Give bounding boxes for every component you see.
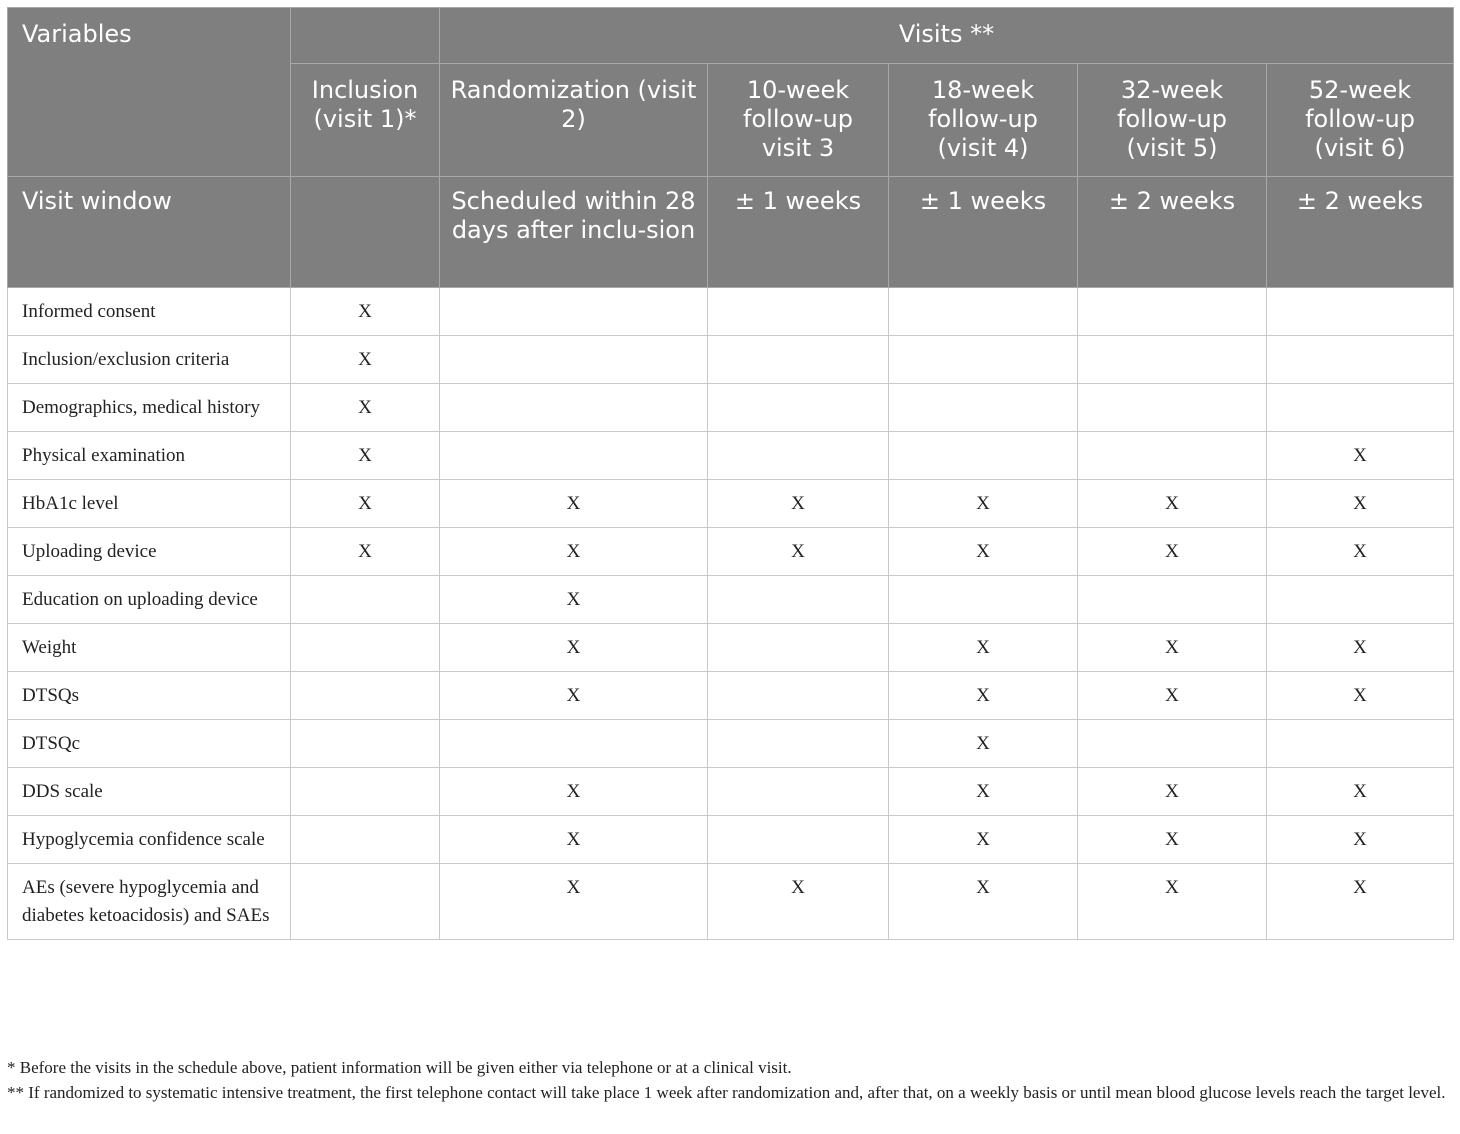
schedule-cell: X [440, 528, 708, 576]
table-row [8, 720, 1454, 768]
schedule-cell: X [1267, 816, 1454, 864]
schedule-cell: X [1267, 864, 1454, 940]
table-row [8, 576, 1454, 624]
row-label: Physical examination [8, 432, 291, 480]
schedule-cell [1078, 576, 1267, 624]
table-header [8, 8, 1454, 288]
schedule-cell [1267, 720, 1454, 768]
schedule-cell [708, 816, 889, 864]
schedule-cell: X [889, 768, 1078, 816]
visit-window-4: ± 1 weeks [889, 177, 1078, 288]
table-row [8, 624, 1454, 672]
schedule-cell [708, 336, 889, 384]
schedule-cell: X [889, 480, 1078, 528]
schedule-cell: X [440, 864, 708, 940]
schedule-cell: X [889, 672, 1078, 720]
header-visit-1: Inclusion (visit 1)* [291, 64, 440, 177]
schedule-cell [708, 288, 889, 336]
schedule-cell: X [291, 336, 440, 384]
schedule-cell [291, 816, 440, 864]
row-label: Weight [8, 624, 291, 672]
schedule-cell [889, 288, 1078, 336]
row-label: Inclusion/exclusion criteria [8, 336, 291, 384]
schedule-cell [291, 864, 440, 940]
schedule-cell: X [440, 816, 708, 864]
schedule-cell [440, 384, 708, 432]
header-visit-2: Randomization (visit 2) [440, 64, 708, 177]
visit-window-5: ± 2 weeks [1078, 177, 1267, 288]
schedule-cell: X [1078, 816, 1267, 864]
schedule-cell: X [708, 528, 889, 576]
row-label: HbA1c level [8, 480, 291, 528]
schedule-cell [889, 576, 1078, 624]
table-row [8, 816, 1454, 864]
header-visit-window: Visit window [8, 177, 291, 288]
visit-window-3: ± 1 weeks [708, 177, 889, 288]
visit-window-2: Scheduled within 28 days after inclu-sion [440, 177, 708, 288]
schedule-cell [1267, 336, 1454, 384]
schedule-cell: X [1267, 768, 1454, 816]
schedule-cell: X [889, 528, 1078, 576]
schedule-cell: X [889, 624, 1078, 672]
schedule-cell [291, 576, 440, 624]
header-visit-4: 18-week follow-up (visit 4) [889, 64, 1078, 177]
schedule-cell: X [1267, 624, 1454, 672]
schedule-cell: X [291, 528, 440, 576]
schedule-cell [1078, 336, 1267, 384]
schedule-cell: X [889, 864, 1078, 940]
schedule-cell: X [1267, 672, 1454, 720]
schedule-cell: X [708, 864, 889, 940]
schedule-cell: X [889, 816, 1078, 864]
table-body [8, 288, 1454, 940]
schedule-cell [291, 768, 440, 816]
row-label: Education on uploading device [8, 576, 291, 624]
schedule-cell: X [440, 480, 708, 528]
visit-window-6: ± 2 weeks [1267, 177, 1454, 288]
schedule-cell [440, 432, 708, 480]
schedule-cell: X [708, 480, 889, 528]
schedule-cell [708, 720, 889, 768]
schedule-cell: X [291, 384, 440, 432]
table-row [8, 384, 1454, 432]
schedule-cell: X [1078, 864, 1267, 940]
table-row [8, 480, 1454, 528]
visit-schedule-table [7, 7, 1454, 940]
footnote-1: * Before the visits in the schedule above, patient information will be given either via telephone or at a clinical visit. [7, 1058, 792, 1077]
schedule-cell: X [1078, 624, 1267, 672]
schedule-cell [440, 288, 708, 336]
schedule-cell: X [291, 432, 440, 480]
schedule-cell [708, 768, 889, 816]
row-label: DDS scale [8, 768, 291, 816]
schedule-cell [440, 336, 708, 384]
schedule-cell [291, 720, 440, 768]
table-row [8, 528, 1454, 576]
schedule-cell: X [889, 720, 1078, 768]
schedule-cell [1078, 288, 1267, 336]
schedule-table-container [7, 7, 1453, 940]
header-empty-cell [291, 8, 440, 64]
row-label: Hypoglycemia confidence scale [8, 816, 291, 864]
header-visit-3: 10-week follow-up visit 3 [708, 64, 889, 177]
schedule-cell [708, 624, 889, 672]
schedule-cell: X [1078, 768, 1267, 816]
schedule-cell [1078, 432, 1267, 480]
schedule-cell: X [440, 576, 708, 624]
row-label: DTSQc [8, 720, 291, 768]
header-visits: Visits ** [440, 8, 1454, 64]
schedule-cell: X [1267, 480, 1454, 528]
schedule-cell [889, 336, 1078, 384]
schedule-cell [291, 672, 440, 720]
schedule-cell [291, 624, 440, 672]
row-label: Uploading device [8, 528, 291, 576]
schedule-cell [708, 672, 889, 720]
schedule-cell [440, 720, 708, 768]
schedule-cell [889, 384, 1078, 432]
schedule-cell: X [1078, 672, 1267, 720]
table-row [8, 864, 1454, 940]
row-label: AEs (severe hypoglycemia and diabetes ketoacidosis) and SAEs [8, 864, 291, 940]
row-label: Demographics, medical history [8, 384, 291, 432]
schedule-cell [1267, 576, 1454, 624]
table-row [8, 288, 1454, 336]
row-label: DTSQs [8, 672, 291, 720]
schedule-cell [708, 576, 889, 624]
schedule-cell: X [291, 288, 440, 336]
header-visit-6: 52-week follow-up (visit 6) [1267, 64, 1454, 177]
table-row [8, 672, 1454, 720]
schedule-cell: X [1267, 528, 1454, 576]
footnote-2: ** If randomized to systematic intensive treatment, the first telephone contact will take place 1 week after randomization and, after that, on a weekly basis or until mean blood glucose levels reach the target level. [7, 1083, 1446, 1102]
schedule-cell: X [440, 624, 708, 672]
visit-window-1 [291, 177, 440, 288]
table-row [8, 336, 1454, 384]
table-row [8, 768, 1454, 816]
schedule-cell: X [1078, 528, 1267, 576]
schedule-cell [1267, 288, 1454, 336]
schedule-cell: X [440, 672, 708, 720]
schedule-cell: X [1078, 480, 1267, 528]
schedule-cell: X [440, 768, 708, 816]
schedule-cell [708, 384, 889, 432]
schedule-cell [1078, 720, 1267, 768]
table-row [8, 432, 1454, 480]
schedule-cell: X [291, 480, 440, 528]
schedule-cell [1078, 384, 1267, 432]
schedule-cell [1267, 384, 1454, 432]
row-label: Informed consent [8, 288, 291, 336]
header-visit-5: 32-week follow-up (visit 5) [1078, 64, 1267, 177]
schedule-cell [708, 432, 889, 480]
header-variables: Variables [8, 8, 291, 177]
footnotes [7, 1055, 1453, 1105]
schedule-cell: X [1267, 432, 1454, 480]
schedule-cell [889, 432, 1078, 480]
